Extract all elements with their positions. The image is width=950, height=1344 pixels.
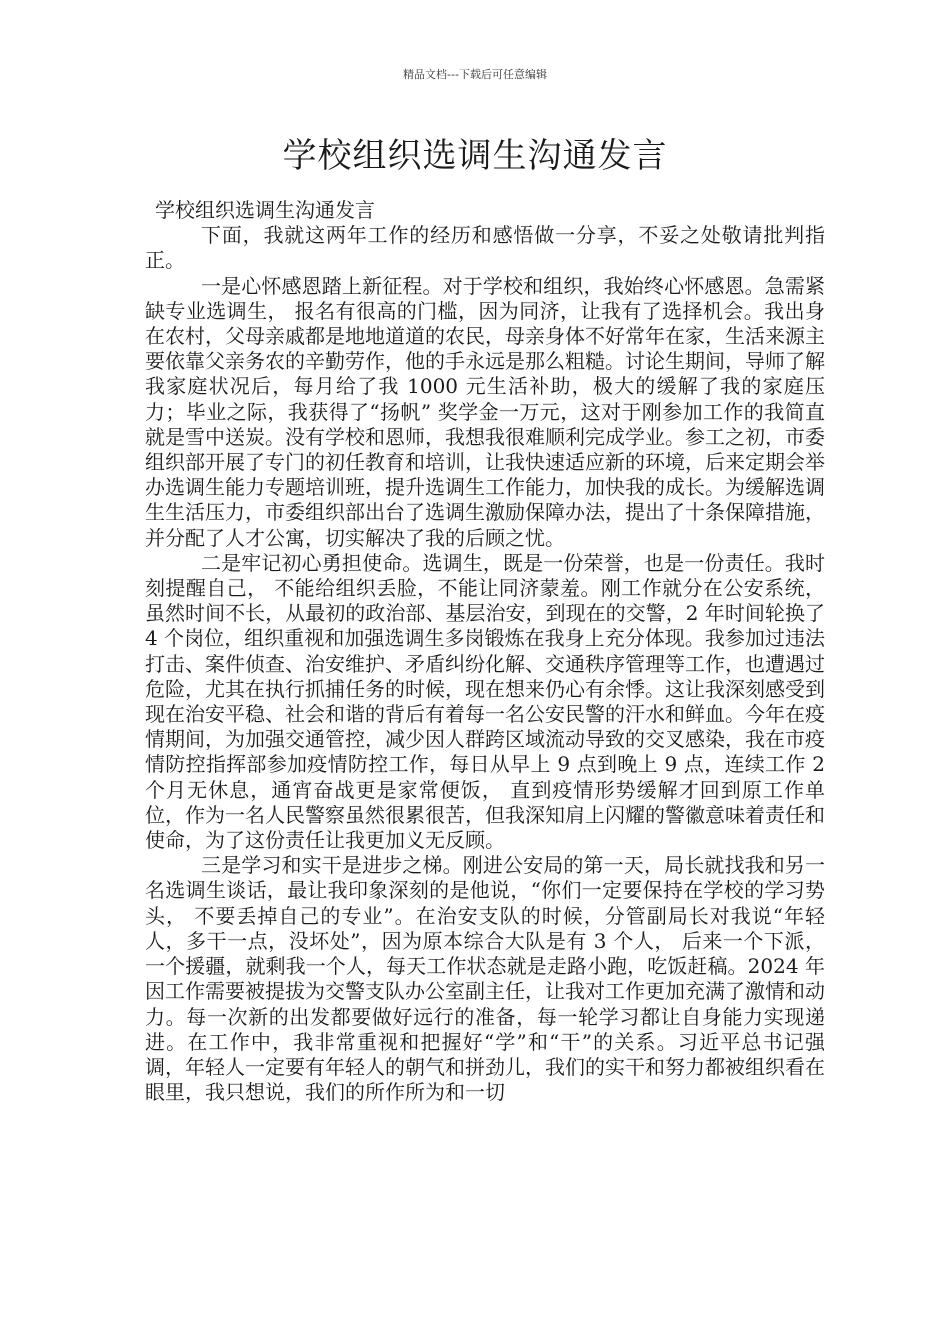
paragraph-mission: 二是牢记初心勇担使命。选调生，既是一份荣誉，也是一份责任。我时刻提醒自己， 不能给组织丢脸，不能让同济蒙羞。刚工作就分在公安系统，虽然时间不长，从最初的政治部、基层治安，到现在的交警，2 年时间轮换了 4 个岗位，组织重视和加强选调生多岗锻炼在我身上充分体现。我参加过违法打击、案件侦查、治安维护、矛盾纠纷化解、交通秩序管理等工作，也遭遇过危险，尤其在执行抓捕任务的时候，现在想来仍心有余悸。这让我深刻感受到现在治安平稳、社会和谐的背后有着每一名公安民警的汗水和鲜血。今年在疫情期间，为加强交通管控，减少因人群跨区域流动导致的交叉感染，我在市疫情防控指挥部参加疫情防控工作，每日从早上 9 点到晚上 9 点，连续工作 2 个月无休息，通宵奋战更是家常便饭， 直到疫情形势缓解才回到原工作单位，作为一名人民警察虽然很累很苦，但我深知肩上闪耀的警徽意味着责任和使命，为了这份责任让我更加义无反顾。 xyxy=(145,550,825,853)
paragraph-learning: 三是学习和实干是进步之梯。刚进公安局的第一天，局长就找我和另一名选调生谈话，最让我印象深刻的是他说，“你们一定要保持在学校的学习势头， 不要丢掉自己的专业”。在治安支队的时候，分管副局长对我说“年轻人，多干一点，没坏处”，因为原本综合大队是有 3 个人， 后来一个下派，一个援疆，就剩我一个人，每天工作状态就是走路小跑，吃饭赶稿。2024 年因工作需要被提拔为交警支队办公室副主任，让我对工作更加充满了激情和动力。每一次新的出发都要做好远行的准备，每一轮学习都让自身能力实现递进。在工作中，我非常重视和把握好“学”和“干”的关系。习近平总书记强调，年轻人一定要有年轻人的朝气和拼劲儿，我们的实干和努力都被组织看在眼里，我只想说，我们的所作所为和一切 xyxy=(145,853,825,1105)
paragraph-gratitude: 一是心怀感恩踏上新征程。对于学校和组织，我始终心怀感恩。急需紧缺专业选调生， 报名有很高的门槛，因为同济，让我有了选择机会。我出身在农村，父母亲戚都是地地道道的农民，母亲身体不好常年在家，生活来源主要依靠父亲务农的辛勤劳作，他的手永远是那么粗糙。讨论生期间，导师了解我家庭状况后，每月给了我 1000 元生活补助，极大的缓解了我的家庭压力；毕业之际，我获得了“扬帆” 奖学金一万元，这对于刚参加工作的我简直就是雪中送炭。没有学校和恩师，我想我很难顺利完成学业。参工之初，市委组织部开展了专门的初任教育和培训，让我快速适应新的环境，后来定期会举办选调生能力专题培训班，提升选调生工作能力，加快我的成长。为缓解选调生生活压力，市委组织部出台了选调生激励保障办法，提出了十条保障措施，并分配了人才公寓，切实解决了我的后顾之忧。 xyxy=(145,273,825,550)
document-subtitle: 学校组织选调生沟通发言 xyxy=(155,198,375,222)
header-note: 精品文档---下载后可任意编辑 xyxy=(403,68,547,81)
document-body xyxy=(145,198,825,1105)
document-title: 学校组织选调生沟通发言 xyxy=(282,136,668,176)
paragraph-intro: 下面，我就这两年工作的经历和感悟做一分享，不妥之处敬请批判指正。 xyxy=(145,223,825,273)
